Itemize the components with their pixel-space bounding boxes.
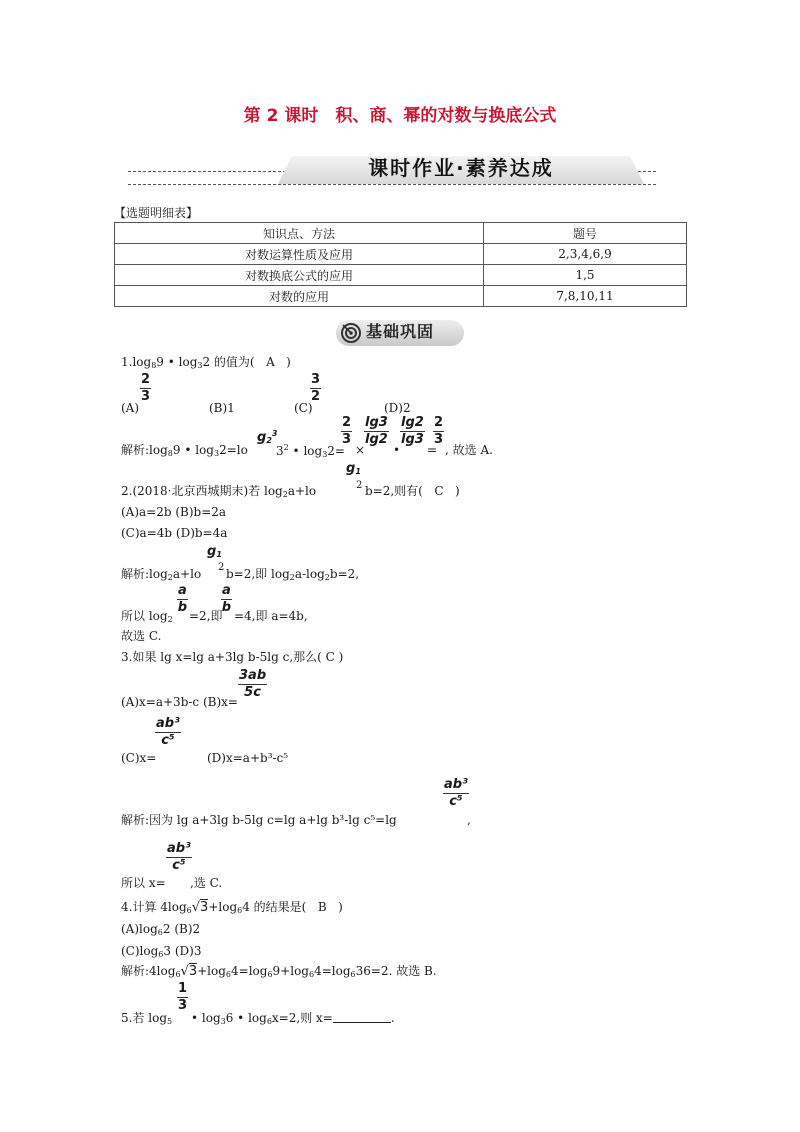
options-ab: $(A)\log_62$ (B)2 — [121, 922, 201, 937]
fraction: 2 3 — [342, 415, 352, 448]
solution-2-end: b=2,即 $\log_2a-\log_2b=2$, — [226, 567, 360, 582]
banner-title: 课时作业·素养达成 — [368, 156, 554, 180]
page-title: 第 2 课时 积、商、幂的对数与换底公式 — [243, 106, 557, 126]
answer: A — [266, 355, 275, 369]
banner-rule-bottom — [128, 184, 656, 185]
fraction: a b — [177, 583, 188, 616]
comma: , — [467, 813, 471, 827]
log-glyph: $g_1$ — [346, 461, 361, 476]
fraction: 2 3 — [434, 415, 444, 448]
table-header-row — [115, 223, 687, 244]
question-3: 3.如果 lg x=lg a+3lg b-5lg c,那么( C ) — [121, 650, 344, 664]
log-base-glyph: $g_2^3$ — [257, 429, 278, 445]
options-cd: (C)a=4b (D)b=4a — [121, 526, 228, 540]
fraction: 1 3 — [178, 981, 188, 1014]
answer-blank[interactable] — [333, 1013, 391, 1023]
times-sign: × — [355, 443, 366, 457]
log-glyph: $g_1$ — [207, 544, 222, 559]
table-cell: 2,3,4,6,9 — [484, 244, 687, 265]
option-b: (B)1 — [209, 401, 235, 415]
solution-1-part: $3^2$ • $\log_32=$ — [276, 443, 345, 459]
solution-1-end: , 故选 A. — [445, 443, 493, 457]
solution-2-conclusion: 故选 C. — [121, 629, 162, 643]
table-cell: 7,8,10,11 — [484, 286, 687, 307]
table-header: 知识点、方法 — [115, 223, 484, 244]
solution-1: 解析$:\log_89$ • $\log_32=lo$ — [121, 443, 248, 458]
fraction: lg3 lg2 — [365, 415, 388, 448]
question-5: 5.若 $\log_5$ — [121, 1011, 173, 1026]
fraction: 2 3 — [141, 372, 151, 405]
fraction: a b — [221, 583, 232, 616]
table-row — [115, 244, 687, 265]
option-c: (C)x= — [121, 751, 157, 765]
question-4: 4.计算 $4\log_6√3+\log_64$ 的结果是( B ) — [121, 900, 343, 915]
fraction: 3 2 — [311, 372, 321, 405]
table-cell: 对数换底公式的应用 — [115, 265, 484, 286]
option-c: (C) — [294, 401, 313, 415]
options-cd: $(C)\log_63$ (D)3 — [121, 944, 202, 959]
section-title: 基础巩固 — [366, 322, 435, 341]
log-glyph-base: 2 — [356, 480, 363, 491]
question-2-end: b=2,则有( C ) — [365, 484, 460, 498]
table-cell: 1,5 — [484, 265, 687, 286]
solution-3-end: ,选 C. — [190, 876, 223, 890]
solution-2-end2: =4,即 a=4b, — [234, 609, 308, 623]
option-d: (D)2 — [384, 401, 411, 415]
table-row — [115, 286, 687, 307]
options-ab: (A)x=a+3b-c (B)x= — [121, 695, 238, 709]
solution-2-line2: 所以 $\log_2$ — [121, 609, 173, 624]
target-icon — [340, 322, 362, 344]
fraction: ab³ c⁵ — [167, 841, 191, 874]
options-ab: (A)a=2b (B)b=2a — [121, 505, 227, 519]
question-5-end: • $\log_36$ • $\log_6x=2$,则 x= . — [191, 1011, 395, 1026]
table-cell: 对数运算性质及应用 — [115, 244, 484, 265]
log-glyph-base: 2 — [218, 562, 225, 573]
question-2: 2.(2018·北京西城期末)若 $\log_2a+lo$ — [121, 484, 317, 499]
fraction: ab³ c⁵ — [444, 777, 468, 810]
solution-2-mid: =2,即 — [189, 609, 223, 623]
answer: B — [317, 900, 327, 914]
selection-table — [114, 222, 687, 307]
dot-sign: • — [393, 443, 401, 457]
table-caption: 【选题明细表】 — [114, 206, 199, 220]
solution-3: 解析:因为 lg a+3lg b-5lg c=lg a+lg b³-lg c⁵=lg — [121, 813, 397, 827]
fraction: 3ab 5c — [239, 668, 267, 701]
option-d: (D)x=a+b³-c⁵ — [207, 751, 289, 765]
fraction: ab³ c⁵ — [156, 716, 180, 749]
solution-3-line2: 所以 x= — [121, 876, 166, 890]
fraction: lg2 lg3 — [401, 415, 424, 448]
answer: C — [434, 484, 444, 498]
option-a: (A) — [121, 401, 140, 415]
table-cell: 对数的应用 — [115, 286, 484, 307]
solution-4: 解析$:4\log_6√3+\log_64=\log_69+\log_64=\log_636=2$. 故选 B. — [121, 964, 437, 979]
equals-sign: = — [427, 443, 438, 457]
table-row — [115, 265, 687, 286]
table-header: 题号 — [484, 223, 687, 244]
solution-2: 解析$:\log_2a+lo$ — [121, 567, 202, 582]
question-1: $1.\log_89$ • $\log_32$ 的值为( A ) — [121, 355, 291, 370]
